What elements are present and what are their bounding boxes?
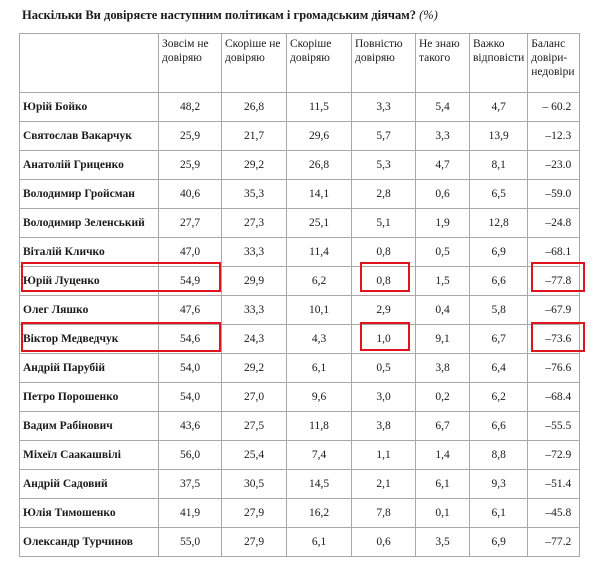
value-cell: 1,0 (352, 325, 416, 354)
value-cell: 3,0 (352, 383, 416, 412)
title-unit: (%) (419, 8, 438, 22)
value-cell: 7,4 (287, 441, 352, 470)
value-cell: 2,8 (352, 180, 416, 209)
value-cell: 6,1 (287, 528, 352, 557)
person-name-cell: Олександр Турчинов (20, 528, 159, 557)
value-cell: 26,8 (222, 93, 287, 122)
balance-cell: –77.8 (528, 267, 580, 296)
value-cell: 47,6 (159, 296, 222, 325)
header-cell: Баланс довіри-недовіри (528, 34, 580, 93)
value-cell: 14,1 (287, 180, 352, 209)
table-row (20, 354, 580, 383)
value-cell: 33,3 (222, 238, 287, 267)
value-cell: 21,7 (222, 122, 287, 151)
balance-cell: –67.9 (528, 296, 580, 325)
value-cell: 43,6 (159, 412, 222, 441)
header-cell-name (20, 34, 159, 93)
table-row (20, 93, 580, 122)
value-cell: 13,9 (470, 122, 528, 151)
value-cell: 5,1 (352, 209, 416, 238)
value-cell: 25,9 (159, 122, 222, 151)
value-cell: 2,1 (352, 470, 416, 499)
header-cell: Скоріше не довіряю (222, 34, 287, 93)
value-cell: 0,8 (352, 267, 416, 296)
table-row (20, 180, 580, 209)
table-row (20, 267, 580, 296)
value-cell: 5,7 (352, 122, 416, 151)
value-cell: 29,9 (222, 267, 287, 296)
trust-table (19, 33, 580, 557)
table-row (20, 499, 580, 528)
balance-cell: –12.3 (528, 122, 580, 151)
value-cell: 0,5 (416, 238, 470, 267)
person-name-cell: Вадим Рабінович (20, 412, 159, 441)
value-cell: 25,4 (222, 441, 287, 470)
person-name-cell: Святослав Вакарчук (20, 122, 159, 151)
value-cell: 3,8 (416, 354, 470, 383)
value-cell: 27,3 (222, 209, 287, 238)
person-name-cell: Андрій Садовий (20, 470, 159, 499)
value-cell: 11,4 (287, 238, 352, 267)
value-cell: 5,3 (352, 151, 416, 180)
value-cell: 27,9 (222, 528, 287, 557)
value-cell: 5,8 (470, 296, 528, 325)
value-cell: 27,7 (159, 209, 222, 238)
title-text: Наскільки Ви довіряєте наступним політикам і громадським діячам? (22, 8, 416, 22)
balance-cell: –23.0 (528, 151, 580, 180)
value-cell: 16,2 (287, 499, 352, 528)
value-cell: 55,0 (159, 528, 222, 557)
value-cell: 3,3 (416, 122, 470, 151)
balance-cell: –24.8 (528, 209, 580, 238)
value-cell: 1,9 (416, 209, 470, 238)
value-cell: 8,8 (470, 441, 528, 470)
value-cell: 6,6 (470, 412, 528, 441)
value-cell: 3,5 (416, 528, 470, 557)
value-cell: 9,1 (416, 325, 470, 354)
value-cell: 40,6 (159, 180, 222, 209)
value-cell: 0,8 (352, 238, 416, 267)
value-cell: 3,8 (352, 412, 416, 441)
value-cell: 2,9 (352, 296, 416, 325)
person-name-cell: Володимир Зеленський (20, 209, 159, 238)
value-cell: 11,8 (287, 412, 352, 441)
table-row (20, 383, 580, 412)
value-cell: 6,2 (470, 383, 528, 412)
value-cell: 0,6 (416, 180, 470, 209)
balance-cell: –73.6 (528, 325, 580, 354)
value-cell: 26,8 (287, 151, 352, 180)
balance-cell: –55.5 (528, 412, 580, 441)
value-cell: 9,3 (470, 470, 528, 499)
value-cell: 27,9 (222, 499, 287, 528)
value-cell: 6,6 (470, 267, 528, 296)
value-cell: 24,3 (222, 325, 287, 354)
balance-cell: –59.0 (528, 180, 580, 209)
balance-cell: –45.8 (528, 499, 580, 528)
value-cell: 0,1 (416, 499, 470, 528)
balance-cell: –68.4 (528, 383, 580, 412)
value-cell: 54,0 (159, 383, 222, 412)
person-name-cell: Петро Порошенко (20, 383, 159, 412)
table-row (20, 470, 580, 499)
table-row (20, 296, 580, 325)
value-cell: 30,5 (222, 470, 287, 499)
person-name-cell: Віталій Кличко (20, 238, 159, 267)
header-cell: Зовсім не довіряю (159, 34, 222, 93)
value-cell: 5,4 (416, 93, 470, 122)
value-cell: 6,1 (287, 354, 352, 383)
person-name-cell: Юрій Луценко (20, 267, 159, 296)
value-cell: 54,9 (159, 267, 222, 296)
person-name-cell: Олег Ляшко (20, 296, 159, 325)
table-row (20, 412, 580, 441)
table-row (20, 209, 580, 238)
value-cell: 0,5 (352, 354, 416, 383)
balance-cell: –77.2 (528, 528, 580, 557)
header-cell: Не знаю такого (416, 34, 470, 93)
value-cell: 29,2 (222, 354, 287, 383)
balance-cell: –68.1 (528, 238, 580, 267)
value-cell: 6,1 (470, 499, 528, 528)
balance-cell: – 60.2 (528, 93, 580, 122)
value-cell: 14,5 (287, 470, 352, 499)
person-name-cell: Міхеїл Саакашвілі (20, 441, 159, 470)
value-cell: 6,1 (416, 470, 470, 499)
table-row (20, 441, 580, 470)
person-name-cell: Анатолій Гриценко (20, 151, 159, 180)
person-name-cell: Юрій Бойко (20, 93, 159, 122)
value-cell: 6,7 (470, 325, 528, 354)
header-row (20, 34, 580, 93)
value-cell: 6,5 (470, 180, 528, 209)
table-body (20, 93, 580, 557)
balance-cell: –76.6 (528, 354, 580, 383)
person-name-cell: Юлія Тимошенко (20, 499, 159, 528)
value-cell: 37,5 (159, 470, 222, 499)
value-cell: 9,6 (287, 383, 352, 412)
value-cell: 54,0 (159, 354, 222, 383)
value-cell: 48,2 (159, 93, 222, 122)
value-cell: 41,9 (159, 499, 222, 528)
value-cell: 1,4 (416, 441, 470, 470)
value-cell: 8,1 (470, 151, 528, 180)
value-cell: 1,1 (352, 441, 416, 470)
header-cell: Повністю довіряю (352, 34, 416, 93)
value-cell: 6,9 (470, 238, 528, 267)
value-cell: 29,6 (287, 122, 352, 151)
value-cell: 4,3 (287, 325, 352, 354)
value-cell: 27,5 (222, 412, 287, 441)
value-cell: 27,0 (222, 383, 287, 412)
value-cell: 6,2 (287, 267, 352, 296)
value-cell: 7,8 (352, 499, 416, 528)
balance-cell: –72.9 (528, 441, 580, 470)
value-cell: 1,5 (416, 267, 470, 296)
value-cell: 0,4 (416, 296, 470, 325)
value-cell: 33,3 (222, 296, 287, 325)
value-cell: 10,1 (287, 296, 352, 325)
value-cell: 25,1 (287, 209, 352, 238)
value-cell: 6,4 (470, 354, 528, 383)
table-row (20, 325, 580, 354)
value-cell: 12,8 (470, 209, 528, 238)
value-cell: 56,0 (159, 441, 222, 470)
person-name-cell: Віктор Медведчук (20, 325, 159, 354)
value-cell: 6,7 (416, 412, 470, 441)
header-cell: Важко відповісти (470, 34, 528, 93)
value-cell: 4,7 (470, 93, 528, 122)
header-cell: Скоріше довіряю (287, 34, 352, 93)
balance-cell: –51.4 (528, 470, 580, 499)
value-cell: 4,7 (416, 151, 470, 180)
value-cell: 3,3 (352, 93, 416, 122)
table-row (20, 151, 580, 180)
value-cell: 11,5 (287, 93, 352, 122)
table-row (20, 122, 580, 151)
value-cell: 6,9 (470, 528, 528, 557)
person-name-cell: Андрій Парубій (20, 354, 159, 383)
value-cell: 25,9 (159, 151, 222, 180)
person-name-cell: Володимир Гройсман (20, 180, 159, 209)
table-row (20, 238, 580, 267)
value-cell: 35,3 (222, 180, 287, 209)
value-cell: 0,2 (416, 383, 470, 412)
value-cell: 47,0 (159, 238, 222, 267)
table-title (22, 8, 438, 23)
value-cell: 29,2 (222, 151, 287, 180)
value-cell: 0,6 (352, 528, 416, 557)
value-cell: 54,6 (159, 325, 222, 354)
table-row (20, 528, 580, 557)
